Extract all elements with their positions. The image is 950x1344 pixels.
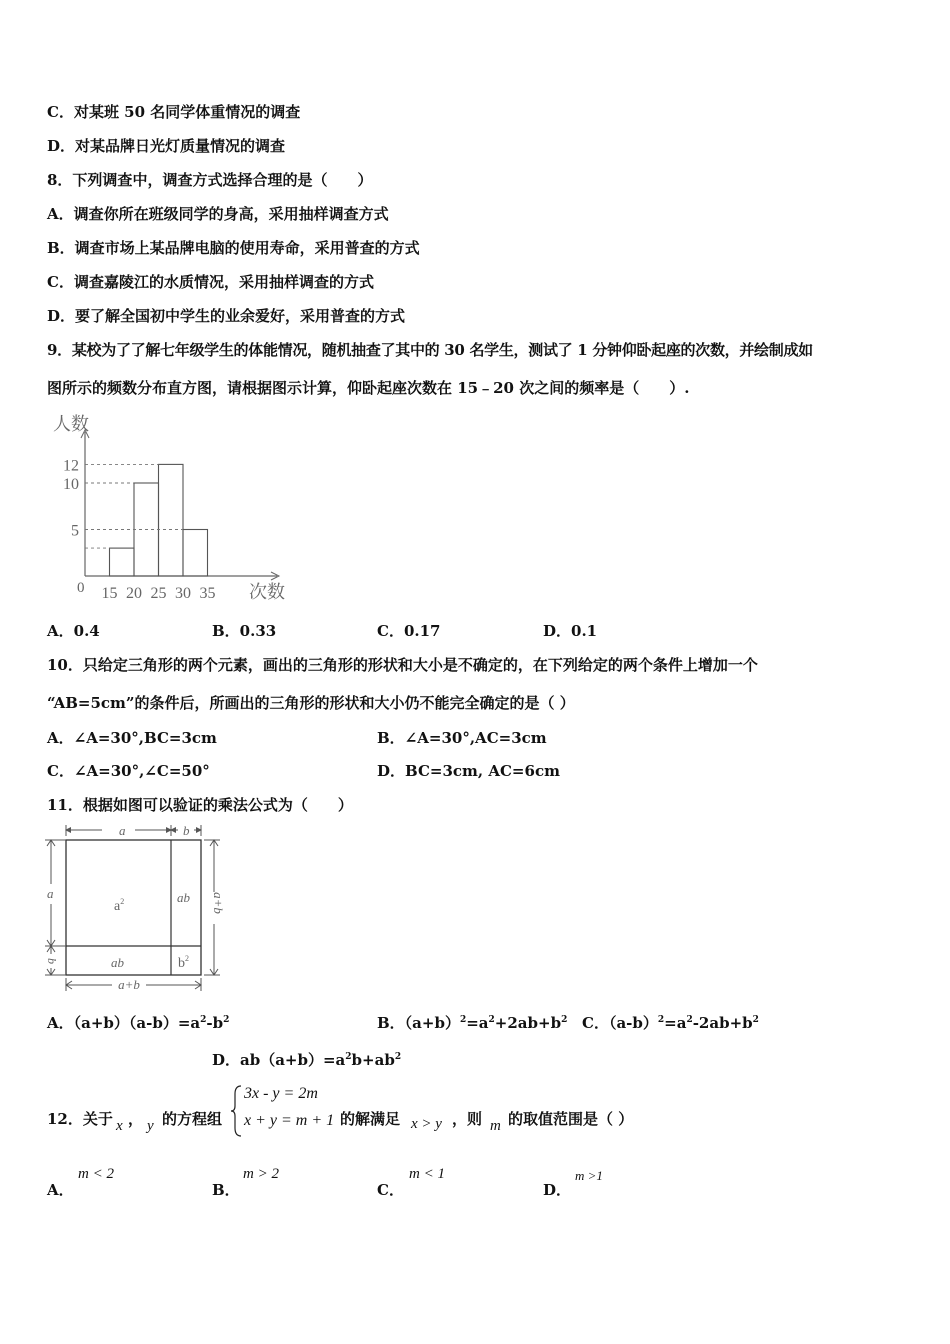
system-brace — [231, 1084, 243, 1138]
x-axis-label: 次数 — [249, 582, 285, 602]
y-axis-label: 人数 — [53, 414, 89, 434]
q12-tail: 的取值范围是（ ） — [508, 1110, 634, 1128]
question-12-option-d-label: D． — [543, 1181, 572, 1199]
y-tick-label: 10 — [63, 476, 79, 493]
question-12-option-a-label: A． — [47, 1181, 74, 1199]
question-9-option-b: B．0.33 — [212, 622, 277, 640]
outer-square — [66, 840, 201, 975]
q12-middle: 的方程组 — [162, 1110, 223, 1128]
histogram-chart — [45, 412, 305, 612]
x-tick-label: 20 — [126, 585, 142, 602]
q12-after: 的解满足 — [340, 1110, 401, 1128]
question-8: 8．下列调查中，调查方式选择合理的是（ ） — [47, 171, 373, 189]
question-12-option-b-expr: m > 2 — [243, 1166, 279, 1182]
question-12-option-a-expr: m < 2 — [78, 1166, 114, 1182]
histogram-bar — [183, 530, 208, 577]
cell-ab-right: ab — [177, 890, 190, 905]
x-tick-label: 35 — [199, 585, 216, 602]
question-9-option-a: A．0.4 — [47, 622, 100, 640]
question-11: 11．根据如图可以验证的乘法公式为（ ） — [47, 796, 353, 814]
x-tick-label: 15 — [101, 585, 118, 602]
x-tick-label: 30 — [175, 585, 191, 602]
q12-var-y: y — [147, 1118, 154, 1134]
y-tick-label: 5 — [71, 522, 79, 540]
question-10-line-2: “AB=5cm”的条件后，所画出的三角形的形状和大小仍不能完全确定的是（ ） — [47, 694, 575, 712]
question-12-option-b-label: B． — [212, 1181, 240, 1199]
origin-label: 0 — [77, 580, 85, 596]
question-11-option-c: C．$(a-b)^2=a^2-2ab+b^2$ — [582, 1014, 759, 1032]
question-10-option-c: C．∠A=30°,∠C=50° — [47, 762, 210, 780]
question-12-option-d-expr: m >1 — [575, 1168, 603, 1183]
question-8-option-b: B．调查市场上某品牌电脑的使用寿命，采用普查的方式 — [47, 239, 420, 257]
histogram-bar — [110, 548, 135, 576]
question-12-prefix: 12．关于 — [47, 1110, 113, 1128]
x-tick-label: 25 — [150, 585, 167, 602]
histogram-bar — [159, 464, 184, 576]
cell-ab-bottom: ab — [111, 955, 124, 970]
label-top-b: b — [183, 823, 190, 838]
question-9-option-c: C．0.17 — [377, 622, 441, 640]
label-top-a: a — [119, 823, 126, 838]
question-8-option-c: C．调查嘉陵江的水质情况，采用抽样调查的方式 — [47, 273, 374, 291]
question-10-line-1: 10．只给定三角形的两个元素，画出的三角形的形状和大小是不确定的，在下列给定的两个条件上增加一个 — [47, 656, 758, 674]
label-left-b: b — [45, 958, 59, 964]
question-12-option-c-label: C． — [377, 1181, 404, 1199]
question-11-option-b: B．$(a+b)^2=a^2+2ab+b^2$ — [377, 1014, 568, 1032]
question-12-option-c-expr: m < 1 — [409, 1166, 445, 1182]
label-right-a-plus-b: a+b — [211, 892, 226, 914]
square-area-figure — [40, 822, 230, 992]
q12-then: ，则 — [452, 1110, 483, 1128]
question-9-line-1: 9．某校为了了解七年级学生的体能情况，随机抽查了其中的 30 名学生，测试了 1 分钟仰卧起座的次数，并绘制成如 — [47, 341, 813, 359]
q12-equation-1: 3x - y = 2m — [244, 1085, 318, 1102]
question-8-option-d: D．要了解全国初中学生的业余爱好，采用普查的方式 — [47, 307, 406, 325]
q12-condition: x > y — [411, 1116, 442, 1132]
question-10-option-d: D．BC=3cm, AC=6cm — [377, 762, 560, 780]
question-8-option-a: A．调查你所在班级同学的身高，采用抽样调查方式 — [47, 205, 389, 223]
question-9-option-d: D．0.1 — [543, 622, 598, 640]
q12-var-x: x — [116, 1118, 123, 1134]
q12-comma: ， — [128, 1110, 144, 1128]
question-10-option-a: A．∠A=30°,BC=3cm — [47, 729, 217, 747]
label-bottom-a-plus-b: a+b — [118, 977, 140, 992]
cell-b-squared: $b^2$ — [178, 954, 189, 971]
y-tick-label: 12 — [63, 457, 79, 475]
option-d-prev: D．对某品牌日光灯质量情况的调查 — [47, 137, 286, 155]
question-10-option-b: B．∠A=30°,AC=3cm — [377, 729, 547, 747]
question-11-option-d: D．$ab(a+b)=a^2b+ab^2$ — [212, 1051, 402, 1069]
option-c-prev: C．对某班 50 名同学体重情况的调查 — [47, 103, 301, 121]
question-9-line-2: 图所示的频数分布直方图，请根据图示计算，仰卧起座次数在 15﹣20 次之间的频率是（ ）. — [47, 379, 690, 397]
label-left-a: a — [47, 886, 54, 901]
q12-equation-2: x + y = m + 1 — [244, 1112, 335, 1129]
question-11-option-a: A．$(a+b)(a-b)=a^2-b^2$ — [47, 1014, 230, 1032]
cell-a-squared: $a^2$ — [114, 897, 125, 914]
q12-var-m: m — [490, 1118, 501, 1134]
